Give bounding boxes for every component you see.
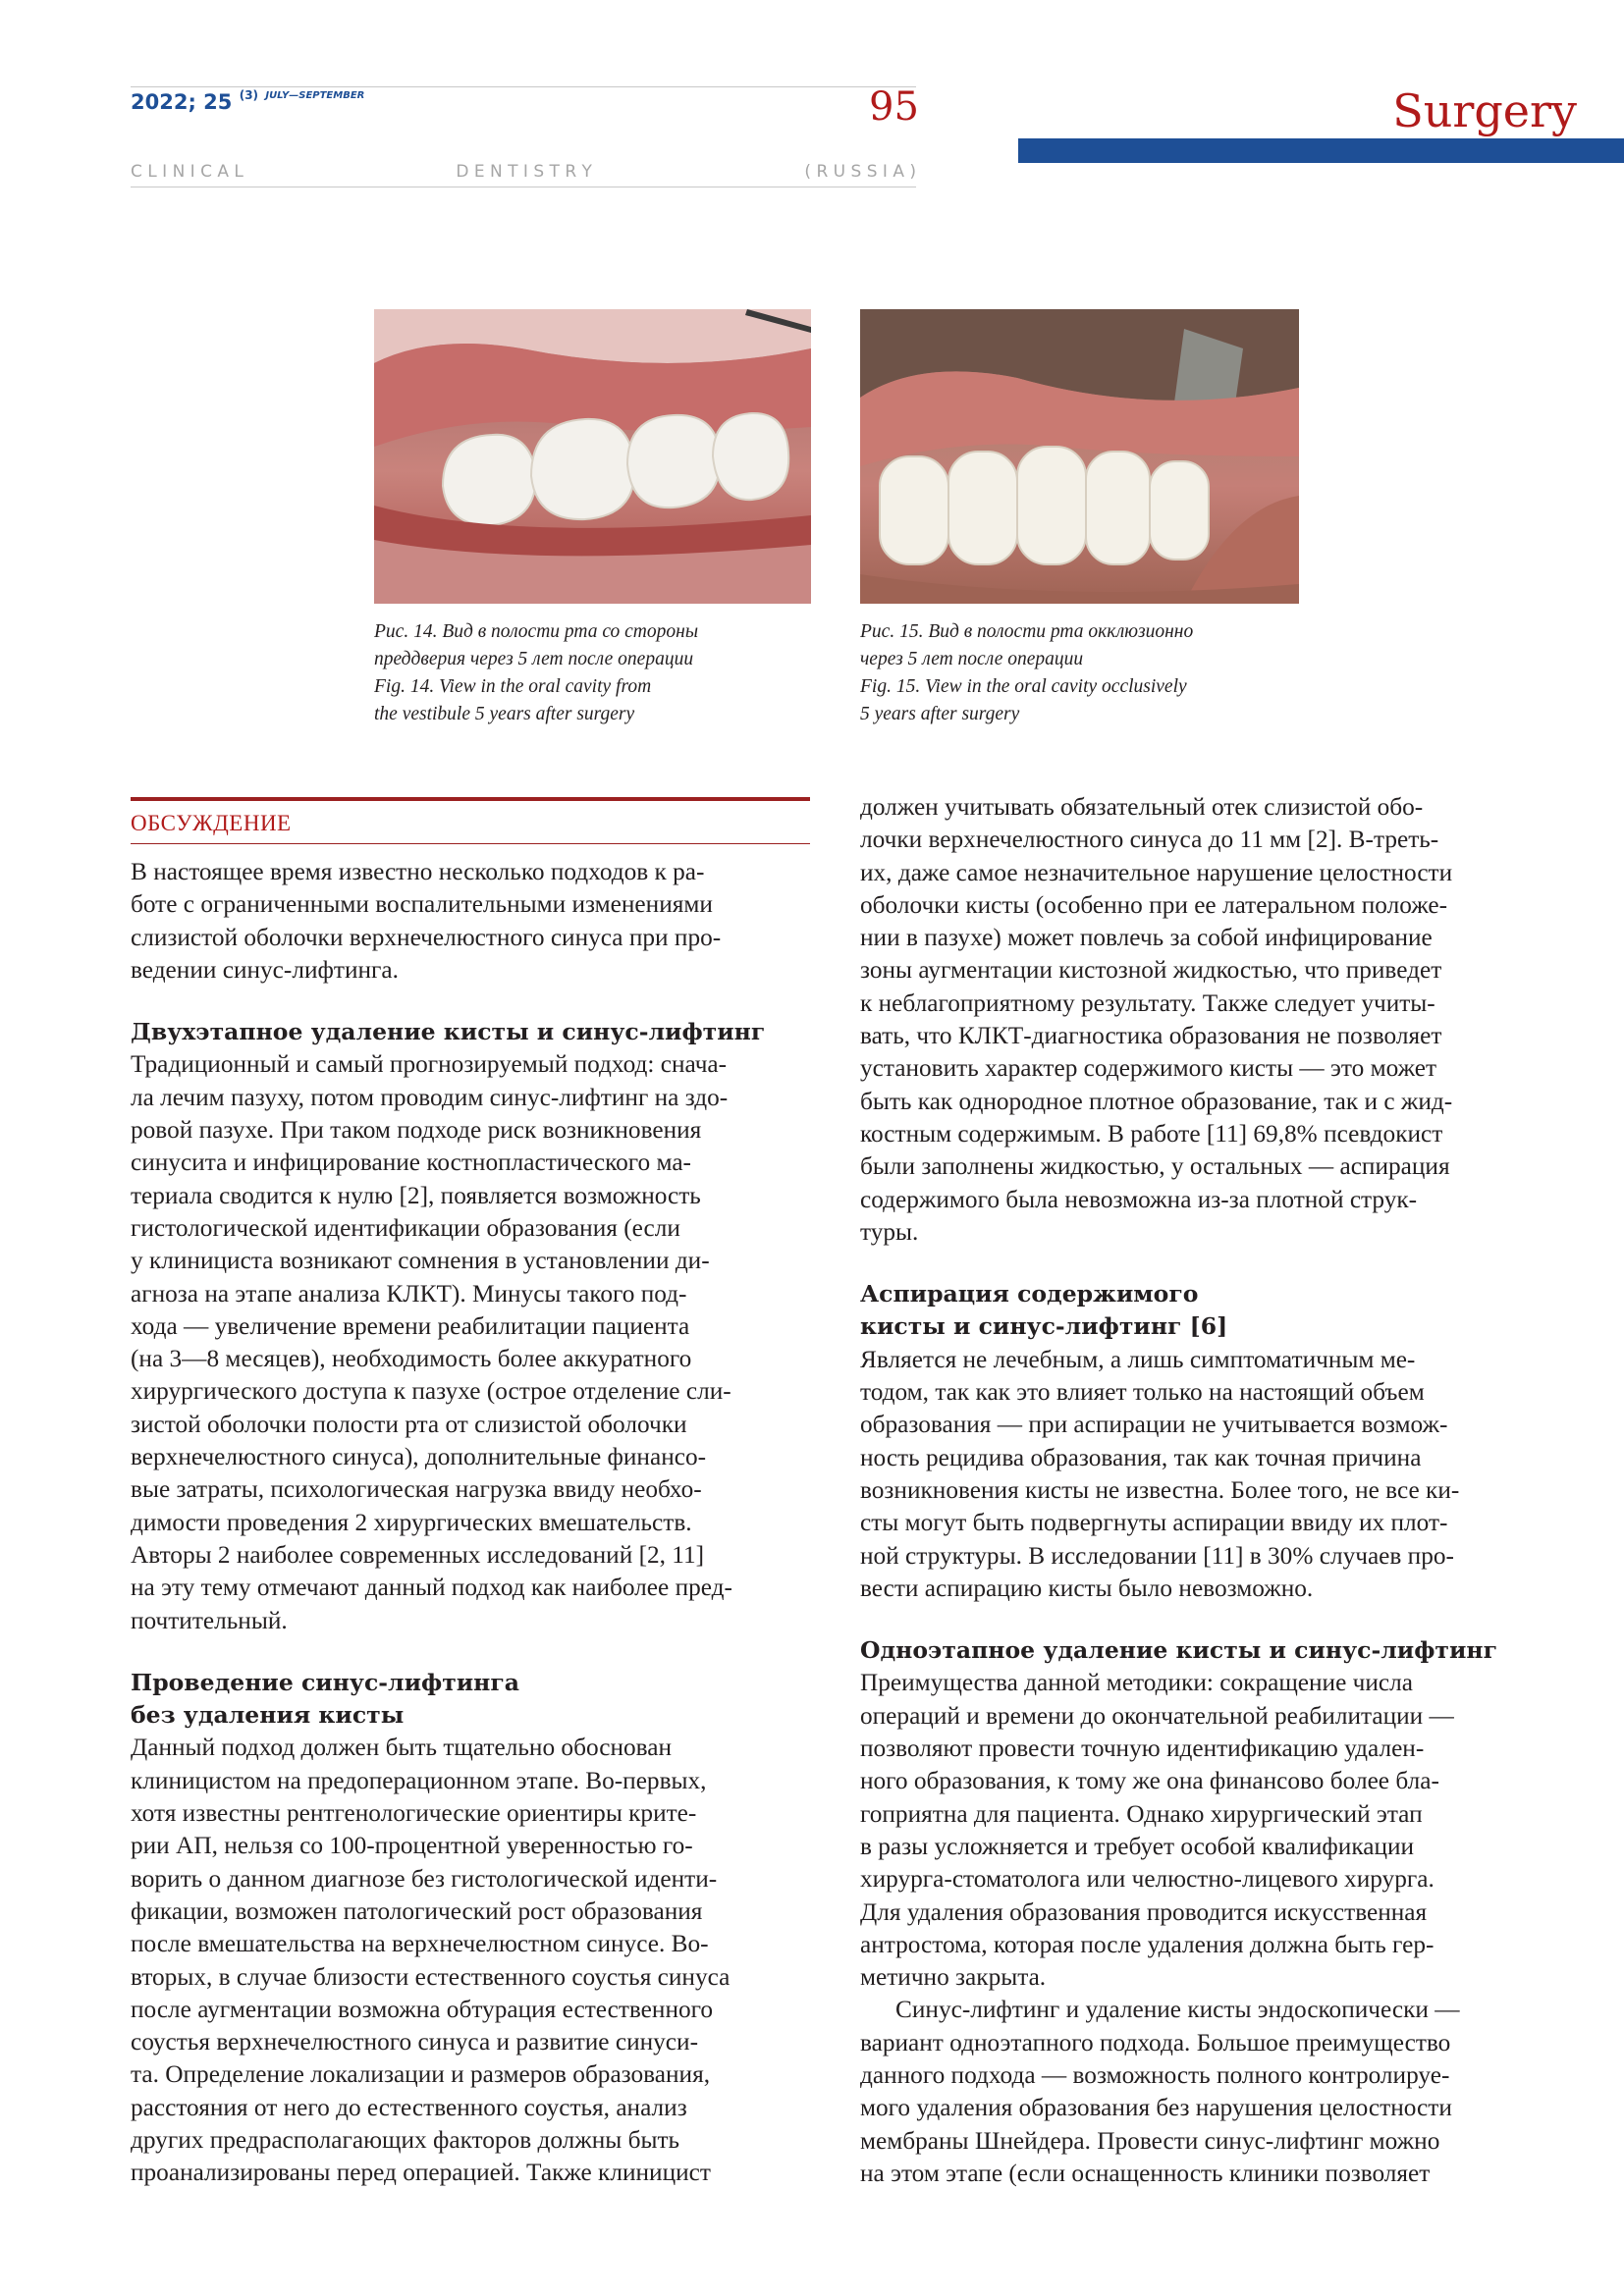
text-line: клиницистом на предоперационном этапе. Во-первых, (131, 1766, 707, 1794)
caption-line: 5 years after surgery (860, 704, 1020, 724)
text-line: гистологической идентификации образования (если (131, 1213, 680, 1242)
text-line: вые затраты, психологическая нагрузка ввиду необхо- (131, 1475, 702, 1504)
text-line: быть как однородное плотное образование, так и с жид- (860, 1087, 1453, 1115)
text-line: Авторы 2 наиболее современных исследований [2, 11] (131, 1540, 705, 1569)
caption-line: преддверия через 5 лет после операции (374, 649, 694, 669)
journal-name-part: D E N T I S T R Y (456, 162, 592, 182)
figure-14-photo (374, 309, 811, 604)
text-line: Является не лечебным, а лишь симптоматичным ме- (860, 1345, 1416, 1373)
caption-line: the vestibule 5 years after surgery (374, 704, 635, 724)
subheading: Одноэтапное удаление кисты и синус-лифтинг (860, 1636, 1497, 1665)
text-line: данного подхода — возможность полного контролируе- (860, 2060, 1450, 2089)
text-line: в разы усложняется и требует особой квалификации (860, 1832, 1415, 1860)
subheading: Двухэтапное удаление кисты и синус-лифтинг (131, 1018, 766, 1046)
text-line: боте с ограниченными воспалительными изменениями (131, 890, 713, 919)
text-line: Синус-лифтинг и удаление кисты эндоскопически — (895, 1996, 1460, 2024)
text-line: Для удаления образования проводится искусственная (860, 1897, 1428, 1926)
text-line: фикации, возможен патологический рост образования (131, 1896, 703, 1925)
figure-15-caption (860, 618, 1312, 728)
text-line: образования — при аспирации не учитывается возмож- (860, 1411, 1448, 1439)
text-line: после аугментации возможна обтурация естественного (131, 1995, 714, 2023)
text-line: димости проведения 2 хирургических вмешательств. (131, 1508, 692, 1536)
text-line: (на 3—8 месяцев), необходимость более аккуратного (131, 1345, 692, 1373)
occlusal-view-illustration (860, 309, 1299, 604)
caption-line: Рис. 14. Вид в полости рта со стороны (374, 621, 699, 642)
text-line: нии в пазухе) может повлечь за собой инфицирование (860, 924, 1433, 952)
text-line: вторых, в случае близости естественного соустья синуса (131, 1962, 731, 1991)
caption-line: Fig. 15. View in the oral cavity occlusively (860, 676, 1187, 697)
journal-name (131, 162, 916, 184)
text-line: вариант одноэтапного подхода. Большое преимущество (860, 2028, 1451, 2056)
text-line: тодом, так как это влияет только на настоящий объем (860, 1378, 1425, 1407)
text-line: проанализированы перед операцией. Также клиницист (131, 2159, 711, 2187)
text-line: слизистой оболочки верхнечелюстного синуса при про- (131, 923, 722, 951)
caption-line: через 5 лет после операции (860, 649, 1084, 669)
text-line: зоны аугментации кистозной жидкостью, что приведет (860, 956, 1442, 985)
text-line: мого удаления образования без нарушения целостности (860, 2094, 1452, 2122)
paragraph (860, 1344, 1547, 1605)
text-line: ведении синус-лифтинга. (131, 955, 399, 984)
text-line: метично закрыта. (860, 1963, 1047, 1992)
text-line: костным содержимым. В работе [11] 69,8% псевдокист (860, 1119, 1443, 1148)
paragraph-intro (131, 856, 818, 987)
text-line: сты могут быть подвергнуты аспирации ввиду их плот- (860, 1509, 1448, 1537)
subheading: кисты и синус-лифтинг [6] (860, 1312, 1228, 1341)
text-line: агноза на этапе анализа КЛКТ). Минусы такого под- (131, 1279, 687, 1308)
text-line: операций и времени до окончательной реабилитации — (860, 1701, 1454, 1730)
text-line: мембраны Шнейдера. Провести синус-лифтинг можно (860, 2126, 1440, 2155)
text-line: у клинициста возникают сомнения в установлении ди- (131, 1247, 710, 1275)
text-line: других предрасполагающих факторов должны быть (131, 2125, 680, 2154)
text-line: туры. (860, 1217, 919, 1246)
text-line: вать, что КЛКТ-диагностика образования не позволяет (860, 1022, 1442, 1050)
text-line: хода — увеличение времени реабилитации пациента (131, 1311, 690, 1340)
left-column (131, 856, 818, 2190)
issue-months: JULY—SEPTEMBER (265, 90, 365, 101)
section-title: ОБСУЖДЕНИЕ (131, 811, 292, 835)
subheading: Проведение синус-лифтинга (131, 1668, 520, 1696)
caption-line: Рис. 15. Вид в полости рта окклюзионно (860, 621, 1194, 642)
text-line: рии АП, нельзя со 100-процентной уверенностью го- (131, 1832, 693, 1860)
text-line: позволяют провести точную идентификацию удален- (860, 1735, 1425, 1763)
journal-name-part: C L I N I C A L (131, 162, 244, 182)
paragraph (860, 1994, 1547, 2190)
text-line: антростома, которая после удаления должна быть гер- (860, 1930, 1435, 1958)
figure-15-photo (860, 309, 1299, 604)
text-line: на эту тему отмечают данный подход как наиболее пред- (131, 1574, 732, 1602)
caption-line: Fig. 14. View in the oral cavity from (374, 676, 652, 697)
text-line: верхнечелюстного синуса), дополнительные финансо- (131, 1443, 707, 1471)
text-line: ного образования, к тому же она финансово более бла- (860, 1767, 1439, 1795)
section-rule-bottom (131, 843, 810, 844)
section-rule-top (131, 797, 810, 801)
paragraph (131, 1732, 818, 2189)
text-line: соустья верхнечелюстного синуса и развитие синуси- (131, 2028, 698, 2056)
paragraph (860, 1667, 1547, 1994)
text-line: на этом этапе (если оснащенность клиники позволяет (860, 2159, 1431, 2187)
figure-14-caption (374, 618, 826, 728)
text-line: гоприятна для пациента. Однако хирургический этап (860, 1799, 1423, 1828)
journal-name-part: ( R U S S I A ) (804, 162, 916, 182)
text-line: хотя известны рентгенологические ориентиры крите- (131, 1799, 697, 1828)
text-line: териала сводится к нулю [2], появляется возможность (131, 1181, 701, 1209)
text-line: ворить о данном диагнозе без гистологической иденти- (131, 1864, 718, 1893)
text-line: ной структуры. В исследовании [11] в 30% случаев про- (860, 1541, 1454, 1570)
text-line: синусита и инфицирование костнопластического ма- (131, 1148, 691, 1177)
header-top-rule (131, 86, 916, 87)
spacer (131, 987, 818, 1016)
issue-info (131, 90, 364, 114)
text-line: Преимущества данной методики: сокращение числа (860, 1669, 1413, 1697)
year-volume: 2022; 25 (131, 90, 233, 114)
text-line: Данный подход должен быть тщательно обоснован (131, 1734, 673, 1762)
text-line: хирургического доступа к пазухе (острое отделение сли- (131, 1377, 731, 1406)
paragraph (860, 791, 1547, 1249)
text-line: оболочки кисты (особенно при ее латеральном положе- (860, 890, 1448, 919)
text-line: та. Определение локализации и размеров образования, (131, 2060, 711, 2089)
text-line: к неблагоприятному результату. Также следует учиты- (860, 988, 1435, 1017)
spacer (131, 1637, 818, 1667)
text-line: хирурга-стоматолога или челюстно-лицевого хирурга. (860, 1865, 1435, 1894)
page-number: 95 (869, 84, 919, 130)
section-label: Surgery (1392, 84, 1577, 137)
text-line: ность рецидива образования, так как точная причина (860, 1443, 1422, 1471)
text-line: зистой оболочки полости рта от слизистой оболочки (131, 1410, 687, 1438)
section-color-bar (1018, 138, 1624, 163)
vestibule-view-illustration (374, 309, 811, 604)
text-line: Традиционный и самый прогнозируемый подход: снача- (131, 1050, 728, 1079)
text-line: должен учитывать обязательный отек слизистой обо- (860, 793, 1424, 821)
subheading: без удаления кисты (131, 1701, 405, 1730)
text-line: вести аспирацию кисты было невозможно. (860, 1574, 1314, 1602)
right-column (860, 791, 1547, 2190)
text-line: ровой пазухе. При таком подходе риск возникновения (131, 1116, 702, 1145)
subheading: Аспирация содержимого (860, 1280, 1199, 1308)
text-line: В настоящее время известно несколько подходов к ра- (131, 858, 705, 885)
text-line: установить характер содержимого кисты — это может (860, 1054, 1437, 1083)
text-line: ла лечим пазуху, потом проводим синус-лифтинг на здо- (131, 1083, 729, 1111)
paragraph (131, 1048, 818, 1636)
spacer (860, 1605, 1547, 1634)
text-line: их, даже самое незначительное нарушение целостности (860, 858, 1453, 886)
text-line: почтительный. (131, 1606, 288, 1634)
text-line: лочки верхнечелюстного синуса до 11 мм [2]. В-треть- (860, 826, 1439, 854)
text-line: расстояния от него до естественного соустья, анализ (131, 2093, 687, 2121)
text-line: возникновения кисты не известна. Более того, не все ки- (860, 1475, 1460, 1504)
issue-number: (3) (239, 88, 259, 102)
text-line: содержимого была невозможна из-за плотной струк- (860, 1185, 1418, 1213)
text-line: были заполнены жидкостью, у остальных — аспирация (860, 1152, 1450, 1181)
text-line: после вмешательства на верхнечелюстном синусе. Во- (131, 1930, 709, 1958)
spacer (860, 1249, 1547, 1278)
